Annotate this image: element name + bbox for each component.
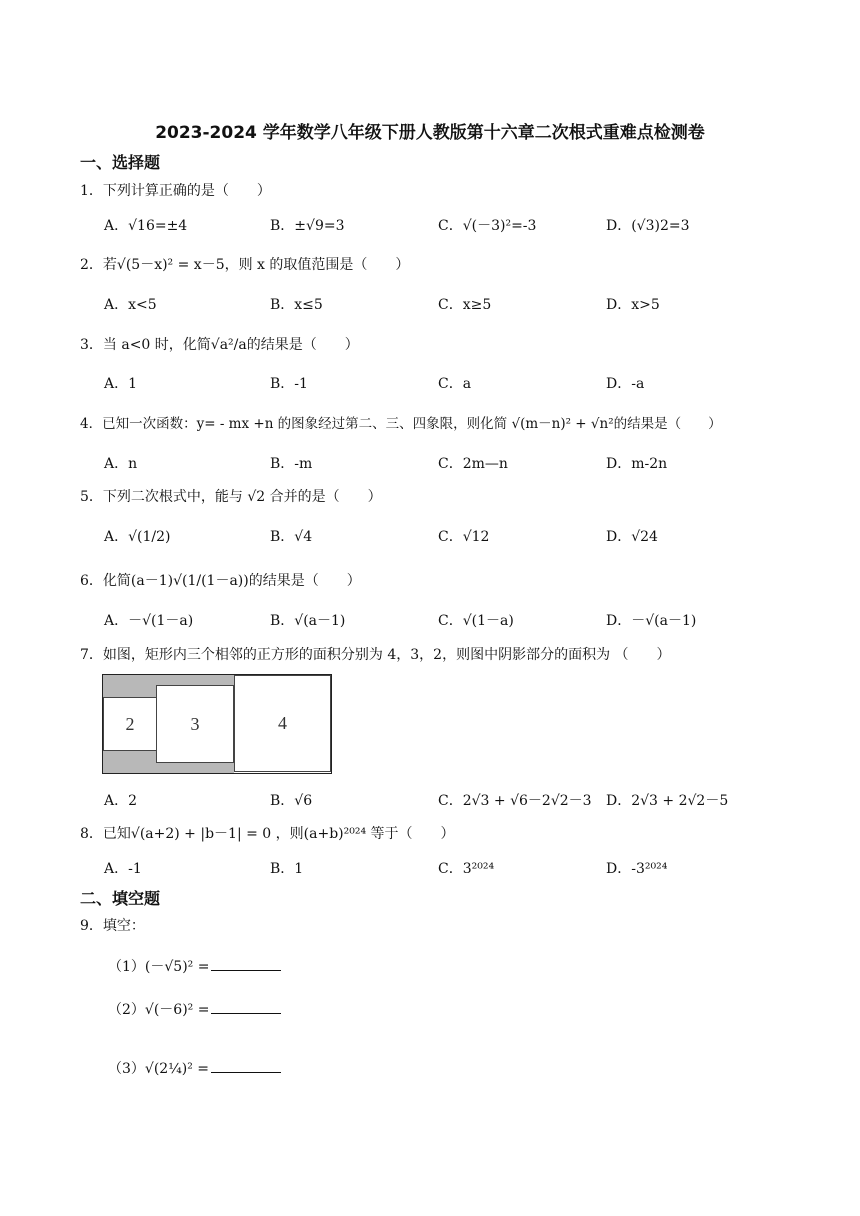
question-9-stem: 9．填空： [80, 918, 145, 934]
shaded-region-bottom-left [103, 751, 156, 773]
question-6-stem: 6．化简(a－1)√(1/(1－a))的结果是（ ） [80, 573, 361, 589]
question-7-option-c: C．2√3 + √6－2√2－3 [438, 793, 592, 809]
square-label-4: 4 [278, 713, 287, 733]
question-2-option-b: B．x≤5 [270, 297, 323, 313]
question-1-option-a: A．√16=±4 [104, 218, 188, 234]
question-4-stem: 4．已知一次函数：y= - mx +n 的图象经过第二、三、四象限，则化简 √(m－n)² + √n²的结果是（ ） [80, 416, 722, 432]
question-3-option-a: A．1 [104, 376, 138, 392]
question-2-stem: 2．若√(5－x)² = x－5，则 x 的取值范围是（ ） [80, 257, 410, 273]
question-7-stem: 7．如图，矩形内三个相邻的正方形的面积分别为 4，3，2，则图中阴影部分的面积为 （ ） [80, 647, 671, 663]
question-4-option-d: D．m-2n [606, 456, 668, 472]
square-area-4 [234, 675, 331, 772]
question-7-option-b: B．√6 [270, 793, 313, 809]
question-8-option-b: B．1 [270, 861, 304, 877]
question-3-option-c: C．a [438, 376, 472, 392]
question-8-option-c: C．3²⁰²⁴ [438, 861, 495, 877]
question-8-option-a: A．-1 [104, 861, 142, 877]
answer-blank-3[interactable] [211, 1071, 281, 1073]
question-2-option-a: A．x<5 [104, 297, 157, 313]
fill-item-2 [108, 999, 281, 1019]
square-label-3: 3 [190, 713, 200, 734]
question-6-option-d: D．－√(a－1) [606, 613, 697, 629]
question-8-stem: 8．已知√(a+2) + |b－1| = 0 ，则(a+b)²⁰²⁴ 等于（ ） [80, 826, 455, 842]
question-4-option-c: C．2m—n [438, 456, 508, 472]
question-7-option-a: A．2 [104, 793, 138, 809]
question-3-stem: 3．当 a<0 时，化简√a²/a的结果是（ ） [80, 337, 359, 353]
fill-item-1-expression: （1）(－√5)² = [108, 959, 210, 975]
question-5-stem: 5．下列二次根式中，能与 √2 合并的是（ ） [80, 489, 382, 505]
shaded-region-top-middle [156, 675, 234, 685]
fill-item-1 [108, 956, 281, 976]
question-2-option-c: C．x≥5 [438, 297, 492, 313]
square-area-3 [156, 685, 234, 763]
shaded-region-top-left [103, 675, 156, 697]
question-5-option-b: B．√4 [270, 529, 313, 545]
question-7-option-d: D．2√3 + 2√2－5 [606, 793, 729, 809]
squares-figure [102, 674, 332, 774]
square-area-2 [103, 697, 157, 751]
question-2-option-d: D．x>5 [606, 297, 660, 313]
fill-item-3-expression: （3）√(2¼)² = [108, 1061, 210, 1077]
question-5-option-d: D．√24 [606, 529, 658, 545]
question-4-option-a: A．n [104, 456, 138, 472]
page-title: 2023-2024 学年数学八年级下册人教版第十六章二次根式重难点检测卷 [155, 123, 705, 143]
question-1-option-b: B．±√9=3 [270, 218, 345, 234]
question-6-option-b: B．√(a－1) [270, 613, 346, 629]
question-1-option-c: C．√(－3)²=-3 [438, 218, 537, 234]
question-5-option-c: C．√12 [438, 529, 490, 545]
answer-blank-1[interactable] [211, 969, 281, 971]
fill-item-3 [108, 1058, 281, 1078]
section-choice-heading: 一、选择题 [80, 153, 161, 172]
question-6-option-c: C．√(1－a) [438, 613, 514, 629]
question-1-stem: 1．下列计算正确的是（ ） [80, 183, 271, 199]
question-8-option-d: D．-3²⁰²⁴ [606, 861, 668, 877]
answer-blank-2[interactable] [211, 1012, 281, 1014]
question-3-option-b: B．-1 [270, 376, 308, 392]
question-1-option-d: D．(√3)2=3 [606, 218, 690, 234]
question-4-option-b: B．-m [270, 456, 313, 472]
question-6-option-a: A．－√(1－a) [104, 613, 194, 629]
question-3-option-d: D．-a [606, 376, 645, 392]
shaded-region-bottom-middle [156, 763, 234, 773]
section-fill-heading: 二、填空题 [80, 889, 161, 908]
fill-item-2-expression: （2）√(－6)² = [108, 1002, 210, 1018]
square-label-2: 2 [125, 713, 135, 734]
question-5-option-a: A．√(1/2) [104, 529, 171, 545]
